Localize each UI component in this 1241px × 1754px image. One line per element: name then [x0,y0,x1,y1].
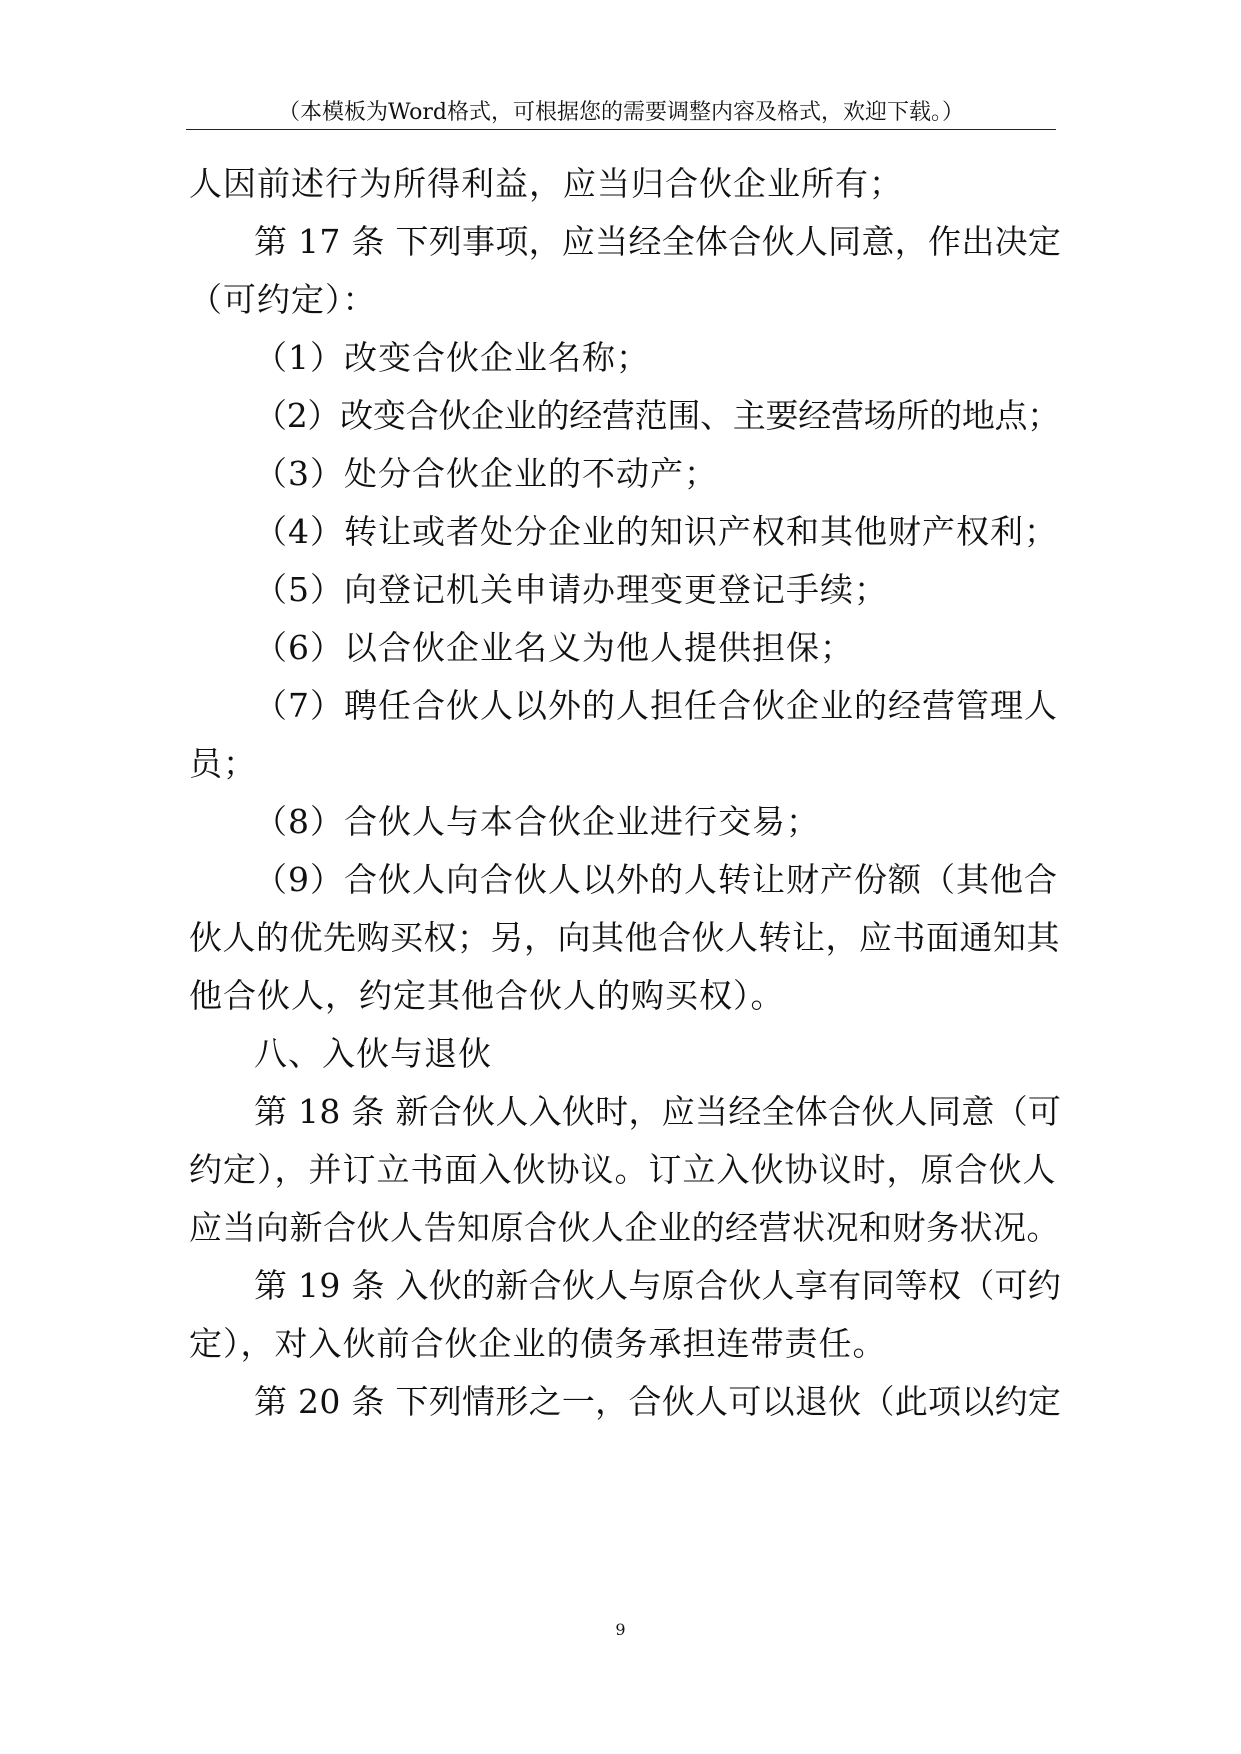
list-item: （8）合伙人与本合伙企业进行交易； [254,802,820,841]
list-item: （1）改变合伙企业名称； [254,338,650,377]
paragraph-line: 定），对入伙前合伙企业的债务承担连带责任。 [189,1324,887,1363]
list-item-continuation: 员； [189,744,257,783]
page-number: 9 [615,1620,626,1639]
paragraph-line: 人因前述行为所得利益，应当归合伙企业所有； [189,164,903,203]
list-item-continuation: 他合伙人，约定其他合伙人的购买权）。 [189,976,785,1015]
list-item: （3）处分合伙企业的不动产； [254,454,718,493]
list-item: （4）转让或者处分企业的知识产权和其他财产权利； [254,512,1058,551]
list-item: （6）以合伙企业名义为他人提供担保； [254,628,854,667]
list-item: （7）聘任合伙人以外的人担任合伙企业的经营管理人 [254,686,1058,725]
article-17-line: 第 17 条 下列事项，应当经全体合伙人同意，作出决定 [254,222,1062,261]
list-item: （5）向登记机关申请办理变更登记手续； [254,570,888,609]
article-20-line: 第 20 条 下列情形之一，合伙人可以退伙（此项以约定 [254,1382,1062,1421]
template-notice: （本模板为Word格式，可根据您的需要调整内容及格式，欢迎下载。） [278,100,964,125]
list-item: （2）改变合伙企业的经营范围、主要经营场所的地点； [254,396,1060,435]
section-heading: 八、入伙与退伙 [254,1034,492,1073]
paragraph-line: 约定），并订立书面入伙协议。订立入伙协议时，原合伙人 [189,1150,1057,1189]
list-item-continuation: 伙人的优先购买权；另，向其他合伙人转让，应书面通知其 [189,918,1060,957]
paragraph-line: 应当向新合伙人告知原合伙人企业的经营状况和财务状况。 [189,1208,1060,1247]
article-18-line: 第 18 条 新合伙人入伙时，应当经全体合伙人同意（可 [254,1092,1062,1131]
header-divider [186,129,1056,130]
paragraph-line: （可约定）： [189,280,377,319]
article-19-line: 第 19 条 入伙的新合伙人与原合伙人享有同等权（可约 [254,1266,1062,1305]
list-item: （9）合伙人向合伙人以外的人转让财产份额（其他合 [254,860,1058,899]
